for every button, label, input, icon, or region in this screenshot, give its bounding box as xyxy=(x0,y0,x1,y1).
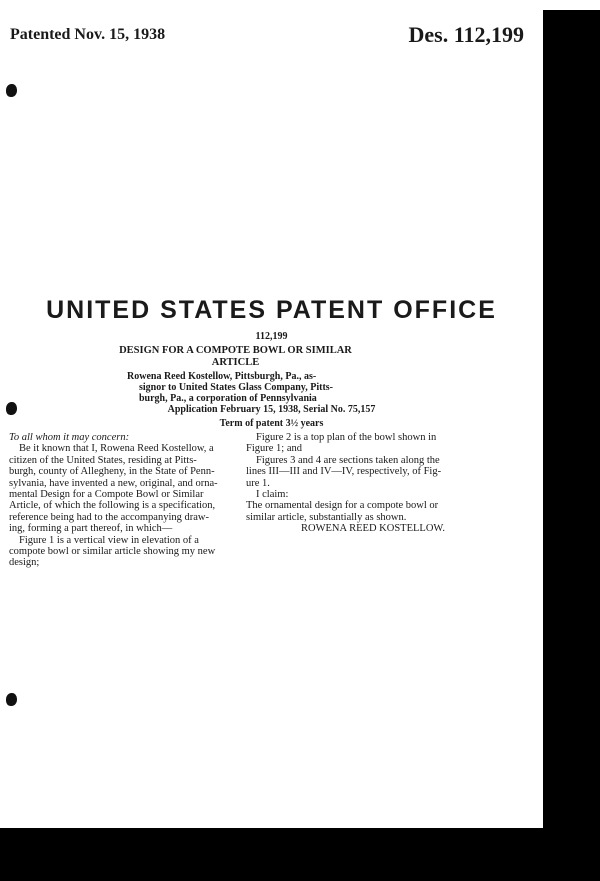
inventor-line: Rowena Reed Kostellow, Pittsburgh, Pa., as- xyxy=(127,371,317,382)
inventor-block xyxy=(127,371,352,404)
patent-number: 112,199 xyxy=(255,331,288,342)
specification-column-left xyxy=(9,432,231,569)
body-line: lines III—III and IV—IV, respectively, of Fig- xyxy=(246,466,442,478)
design-title xyxy=(118,345,353,369)
binder-hole-bottom xyxy=(6,693,17,706)
specification-column-right xyxy=(246,432,466,535)
patented-date: Patented Nov. 15, 1938 xyxy=(10,26,166,43)
body-line: burgh, county of Allegheny, in the State of Penn- xyxy=(9,466,215,478)
scan-border-bottom xyxy=(0,828,600,881)
design-number: Des. 112,199 xyxy=(408,22,524,47)
body-line: Article, of which the following is a specification, xyxy=(9,500,216,512)
salutation: To all whom it may concern: xyxy=(9,432,130,443)
body-line: design; xyxy=(9,557,40,569)
claim-line: similar article, substantially as shown. xyxy=(246,511,407,523)
body-line: Be it known that I, Rowena Reed Kostellow, a xyxy=(19,443,214,455)
claim-line: The ornamental design for a compote bowl or xyxy=(246,500,439,512)
body-line: reference being had to the accompanying draw- xyxy=(9,511,209,523)
body-line: mental Design for a Compote Bowl or Similar xyxy=(9,489,204,501)
inventor-line: burgh, Pa., a corporation of Pennsylvania xyxy=(139,393,317,404)
term-line: Term of patent 3½ years xyxy=(219,418,324,429)
body-line: sylvania, have invented a new, original, and orna- xyxy=(9,477,218,489)
body-line: Figure 2 is a top plan of the bowl shown in xyxy=(256,432,437,443)
body-line: Figures 3 and 4 are sections taken along the xyxy=(256,454,440,466)
inventor-line: signor to United States Glass Company, Pitts- xyxy=(139,382,333,393)
scan-border-right xyxy=(543,10,600,881)
body-line: Figure 1 is a vertical view in elevation of a xyxy=(19,534,199,546)
body-line: Figure 1; and xyxy=(246,443,302,455)
body-line: compote bowl or similar article showing my new xyxy=(9,546,216,558)
body-line: ure 1. xyxy=(246,477,270,489)
binder-hole-top xyxy=(6,84,17,97)
body-line: citizen of the United States, residing at Pitts- xyxy=(9,454,197,466)
application-line: Application February 15, 1938, Serial No. 75,157 xyxy=(167,404,376,415)
title-line: DESIGN FOR A COMPOTE BOWL OR SIMILAR xyxy=(119,345,352,356)
office-heading: UNITED STATES PATENT OFFICE xyxy=(46,296,497,324)
claim-heading: I claim: xyxy=(256,489,289,501)
inventor-signature: ROWENA REED KOSTELLOW. xyxy=(301,523,445,535)
title-line: ARTICLE xyxy=(211,357,260,368)
body-line: ing, forming a part thereof, in which— xyxy=(9,523,173,535)
